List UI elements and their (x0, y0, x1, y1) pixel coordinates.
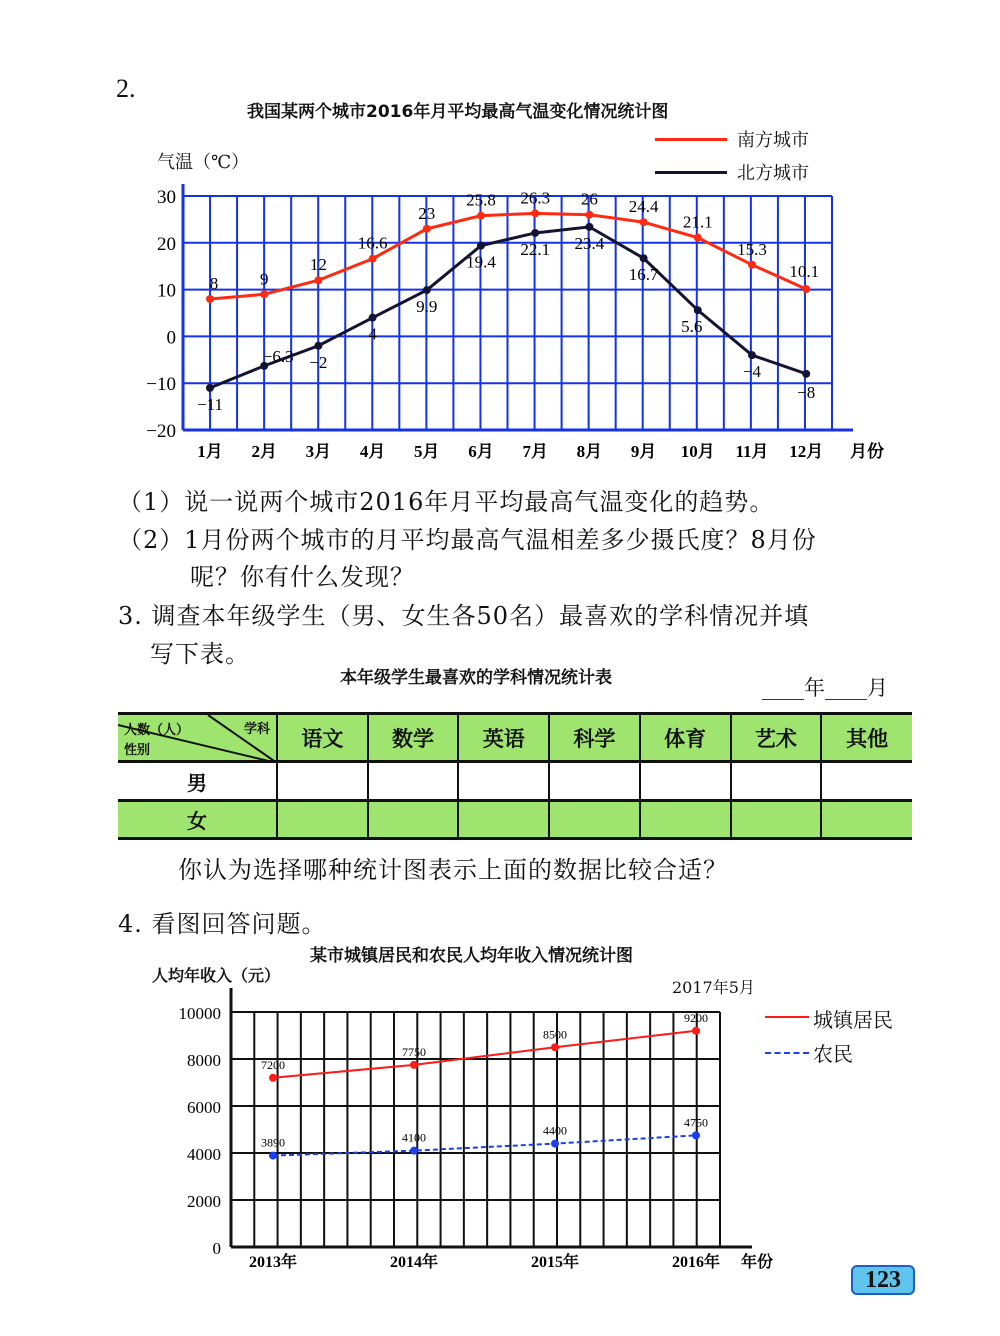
data-point (531, 209, 539, 217)
data-point (369, 255, 377, 263)
data-label: −2 (309, 352, 328, 372)
chart1-title: 我国某两个城市2016年月平均最高气温变化情况统计图 (247, 102, 669, 122)
chart2-annotation: 2017年5月 (672, 978, 755, 997)
y-tick-label: 20 (157, 233, 176, 255)
question-4-line: 4. 看图回答问题。 (118, 910, 327, 938)
x-tick-label: 7月 (522, 442, 548, 461)
data-label: 9 (259, 269, 269, 289)
table-cell-male-chinese[interactable] (277, 762, 368, 801)
y-tick-label: 0 (212, 1239, 221, 1258)
data-label: 4750 (684, 1115, 708, 1130)
data-point (585, 223, 593, 231)
data-point (694, 306, 702, 314)
table-cell-male-math[interactable] (368, 762, 459, 801)
legend-label-urban: 城镇居民 (813, 1008, 893, 1032)
data-label: 16.7 (628, 265, 659, 285)
data-point (314, 276, 322, 284)
data-point (260, 290, 268, 298)
data-label: 22.1 (520, 239, 551, 259)
corner-label-subject: 学科 (243, 722, 270, 737)
x-tick-label: 2月 (251, 442, 277, 461)
y-tick-label: −20 (146, 421, 176, 442)
data-point (410, 1147, 418, 1155)
data-label: 10.1 (789, 262, 820, 282)
data-label: 3890 (261, 1135, 285, 1150)
y-tick-label: 6000 (187, 1098, 221, 1117)
legend-label-north: 北方城市 (737, 163, 809, 184)
header-subject-other: 其他 (821, 714, 912, 762)
table-cell-male-art[interactable] (731, 762, 822, 801)
table-title: 本年级学生最喜欢的学科情况统计表 (340, 668, 612, 688)
data-point (269, 1152, 277, 1160)
x-tick-label: 11月 (735, 442, 769, 461)
row-label-male: 男 (118, 762, 277, 801)
data-point (477, 242, 485, 250)
chart2-ylabel: 人均年收入（元） (152, 966, 281, 985)
table-cell-female-pe[interactable] (640, 801, 731, 839)
x-tick-label: 12月 (789, 442, 824, 461)
question-3-line1: 3. 调查本年级学生（男、女生各50名）最喜欢的学科情况并填 (118, 602, 810, 630)
x-axis-label: 年份 (740, 1254, 774, 1271)
row-label-female: 女 (118, 801, 277, 839)
chart1-temperature (0, 0, 1000, 480)
y-tick-label: 10000 (178, 1004, 221, 1023)
data-point (551, 1140, 559, 1148)
x-tick-label: 2015年 (530, 1254, 580, 1271)
data-label: 15.3 (737, 239, 767, 259)
header-subject-art: 艺术 (731, 714, 822, 762)
data-label: 4100 (402, 1130, 426, 1145)
x-tick-label: 2013年 (248, 1254, 298, 1271)
table-cell-female-art[interactable] (731, 801, 822, 839)
data-point (206, 295, 214, 303)
sub-question-1: （1）说一说两个城市2016年月平均最高气温变化的趋势。 (118, 488, 775, 516)
data-point (269, 1074, 277, 1082)
table-corner-cell (118, 714, 277, 762)
x-tick-label: 1月 (197, 442, 223, 461)
data-point (314, 342, 322, 350)
question-3-follow-up: 你认为选择哪种统计图表示上面的数据比较合适？ (178, 856, 728, 884)
x-tick-label: 2014年 (389, 1254, 439, 1271)
data-label: 23.4 (574, 233, 605, 253)
data-point (748, 261, 756, 269)
date-fill-blank: ____年____月 (762, 676, 888, 700)
data-point (694, 234, 702, 242)
legend-label-farmer: 农民 (813, 1042, 853, 1066)
sub-question-2: （2）1月份两个城市的月平均最高气温相差多少摄氏度？8月份 (118, 526, 817, 554)
table-header-row (118, 714, 912, 762)
data-point (585, 211, 593, 219)
x-axis-label: 月份 (850, 442, 884, 461)
table-cell-female-science[interactable] (549, 801, 640, 839)
header-subject-science: 科学 (549, 714, 640, 762)
header-subject-chinese: 语文 (277, 714, 368, 762)
corner-label-gender: 性别 (124, 743, 151, 758)
data-point (410, 1061, 418, 1069)
header-subject-pe: 体育 (640, 714, 731, 762)
table-cell-female-other[interactable] (821, 801, 912, 839)
x-tick-label: 5月 (414, 442, 440, 461)
data-point (640, 218, 648, 226)
data-label: 16.6 (357, 233, 388, 253)
data-label: 19.4 (466, 252, 496, 272)
data-point (206, 384, 214, 392)
x-tick-label: 8月 (576, 442, 603, 461)
page-number-badge: 123 (851, 1265, 915, 1295)
table-row-female (118, 801, 912, 839)
data-label: 23 (418, 203, 436, 223)
y-tick-label: 2000 (187, 1192, 221, 1211)
data-label: 26 (580, 189, 598, 209)
table-cell-male-science[interactable] (549, 762, 640, 801)
x-tick-label: 10月 (680, 442, 715, 461)
subject-preference-table (118, 712, 912, 840)
data-point (477, 212, 485, 220)
data-label: 4 (368, 324, 377, 344)
data-label: 12 (309, 255, 327, 275)
chart2-income (0, 980, 1000, 1280)
question-number-2: 2. (116, 74, 136, 103)
table-cell-female-chinese[interactable] (277, 801, 368, 839)
x-tick-label: 4月 (359, 442, 386, 461)
data-point (692, 1027, 700, 1035)
question-3-line2: 写下表。 (150, 640, 250, 668)
chart1-ylabel: 气温（℃） (157, 152, 250, 173)
y-tick-label: 10 (157, 280, 176, 302)
x-tick-label: 6月 (468, 442, 494, 461)
table-cell-female-math[interactable] (368, 801, 459, 839)
y-tick-label: −10 (146, 374, 176, 396)
data-point (531, 229, 539, 237)
data-point (640, 254, 648, 262)
sub-question-2-cont: 呢？你有什么发现？ (190, 563, 415, 591)
series-line-urban (273, 1031, 696, 1078)
header-subject-english: 英语 (458, 714, 549, 762)
data-label: 7750 (402, 1044, 426, 1059)
data-label: −6.3 (262, 346, 294, 366)
data-label: 8 (209, 273, 219, 293)
y-tick-label: 8000 (187, 1051, 221, 1070)
x-tick-label: 9月 (630, 442, 657, 461)
y-tick-label: 4000 (187, 1145, 221, 1164)
data-point (692, 1131, 700, 1139)
data-point (423, 286, 431, 294)
x-tick-label: 3月 (305, 442, 332, 461)
data-label: 25.8 (466, 190, 496, 210)
table-cell-female-english[interactable] (458, 801, 549, 839)
data-point (802, 370, 810, 378)
data-point (423, 225, 431, 233)
data-point (369, 314, 377, 322)
y-tick-label: 0 (166, 327, 176, 349)
table-cell-male-pe[interactable] (640, 762, 731, 801)
data-label: 9200 (684, 1010, 708, 1025)
data-label: −8 (797, 382, 816, 402)
data-label: 7200 (261, 1057, 285, 1072)
data-label: −4 (742, 362, 762, 382)
data-label: 21.1 (682, 212, 713, 232)
legend-label-south: 南方城市 (737, 130, 809, 151)
data-label: −11 (197, 394, 223, 414)
y-tick-label: 30 (157, 187, 176, 208)
data-point (802, 285, 810, 293)
table-cell-male-other[interactable] (821, 762, 912, 801)
table-cell-male-english[interactable] (458, 762, 549, 801)
data-label: 24.4 (628, 197, 659, 217)
chart2-title: 某市城镇居民和农民人均年收入情况统计图 (310, 946, 633, 966)
table-row-male (118, 762, 912, 801)
header-subject-math: 数学 (368, 714, 459, 762)
corner-label-count: 人数（人） (124, 723, 190, 738)
x-tick-label: 2016年 (671, 1254, 721, 1271)
data-label: 5.6 (681, 317, 703, 337)
data-point (748, 351, 756, 359)
data-label: 8500 (543, 1027, 567, 1042)
data-label: 9.9 (416, 297, 438, 317)
data-point (551, 1043, 559, 1051)
data-label: 26.3 (520, 188, 551, 208)
data-label: 4400 (543, 1123, 567, 1138)
